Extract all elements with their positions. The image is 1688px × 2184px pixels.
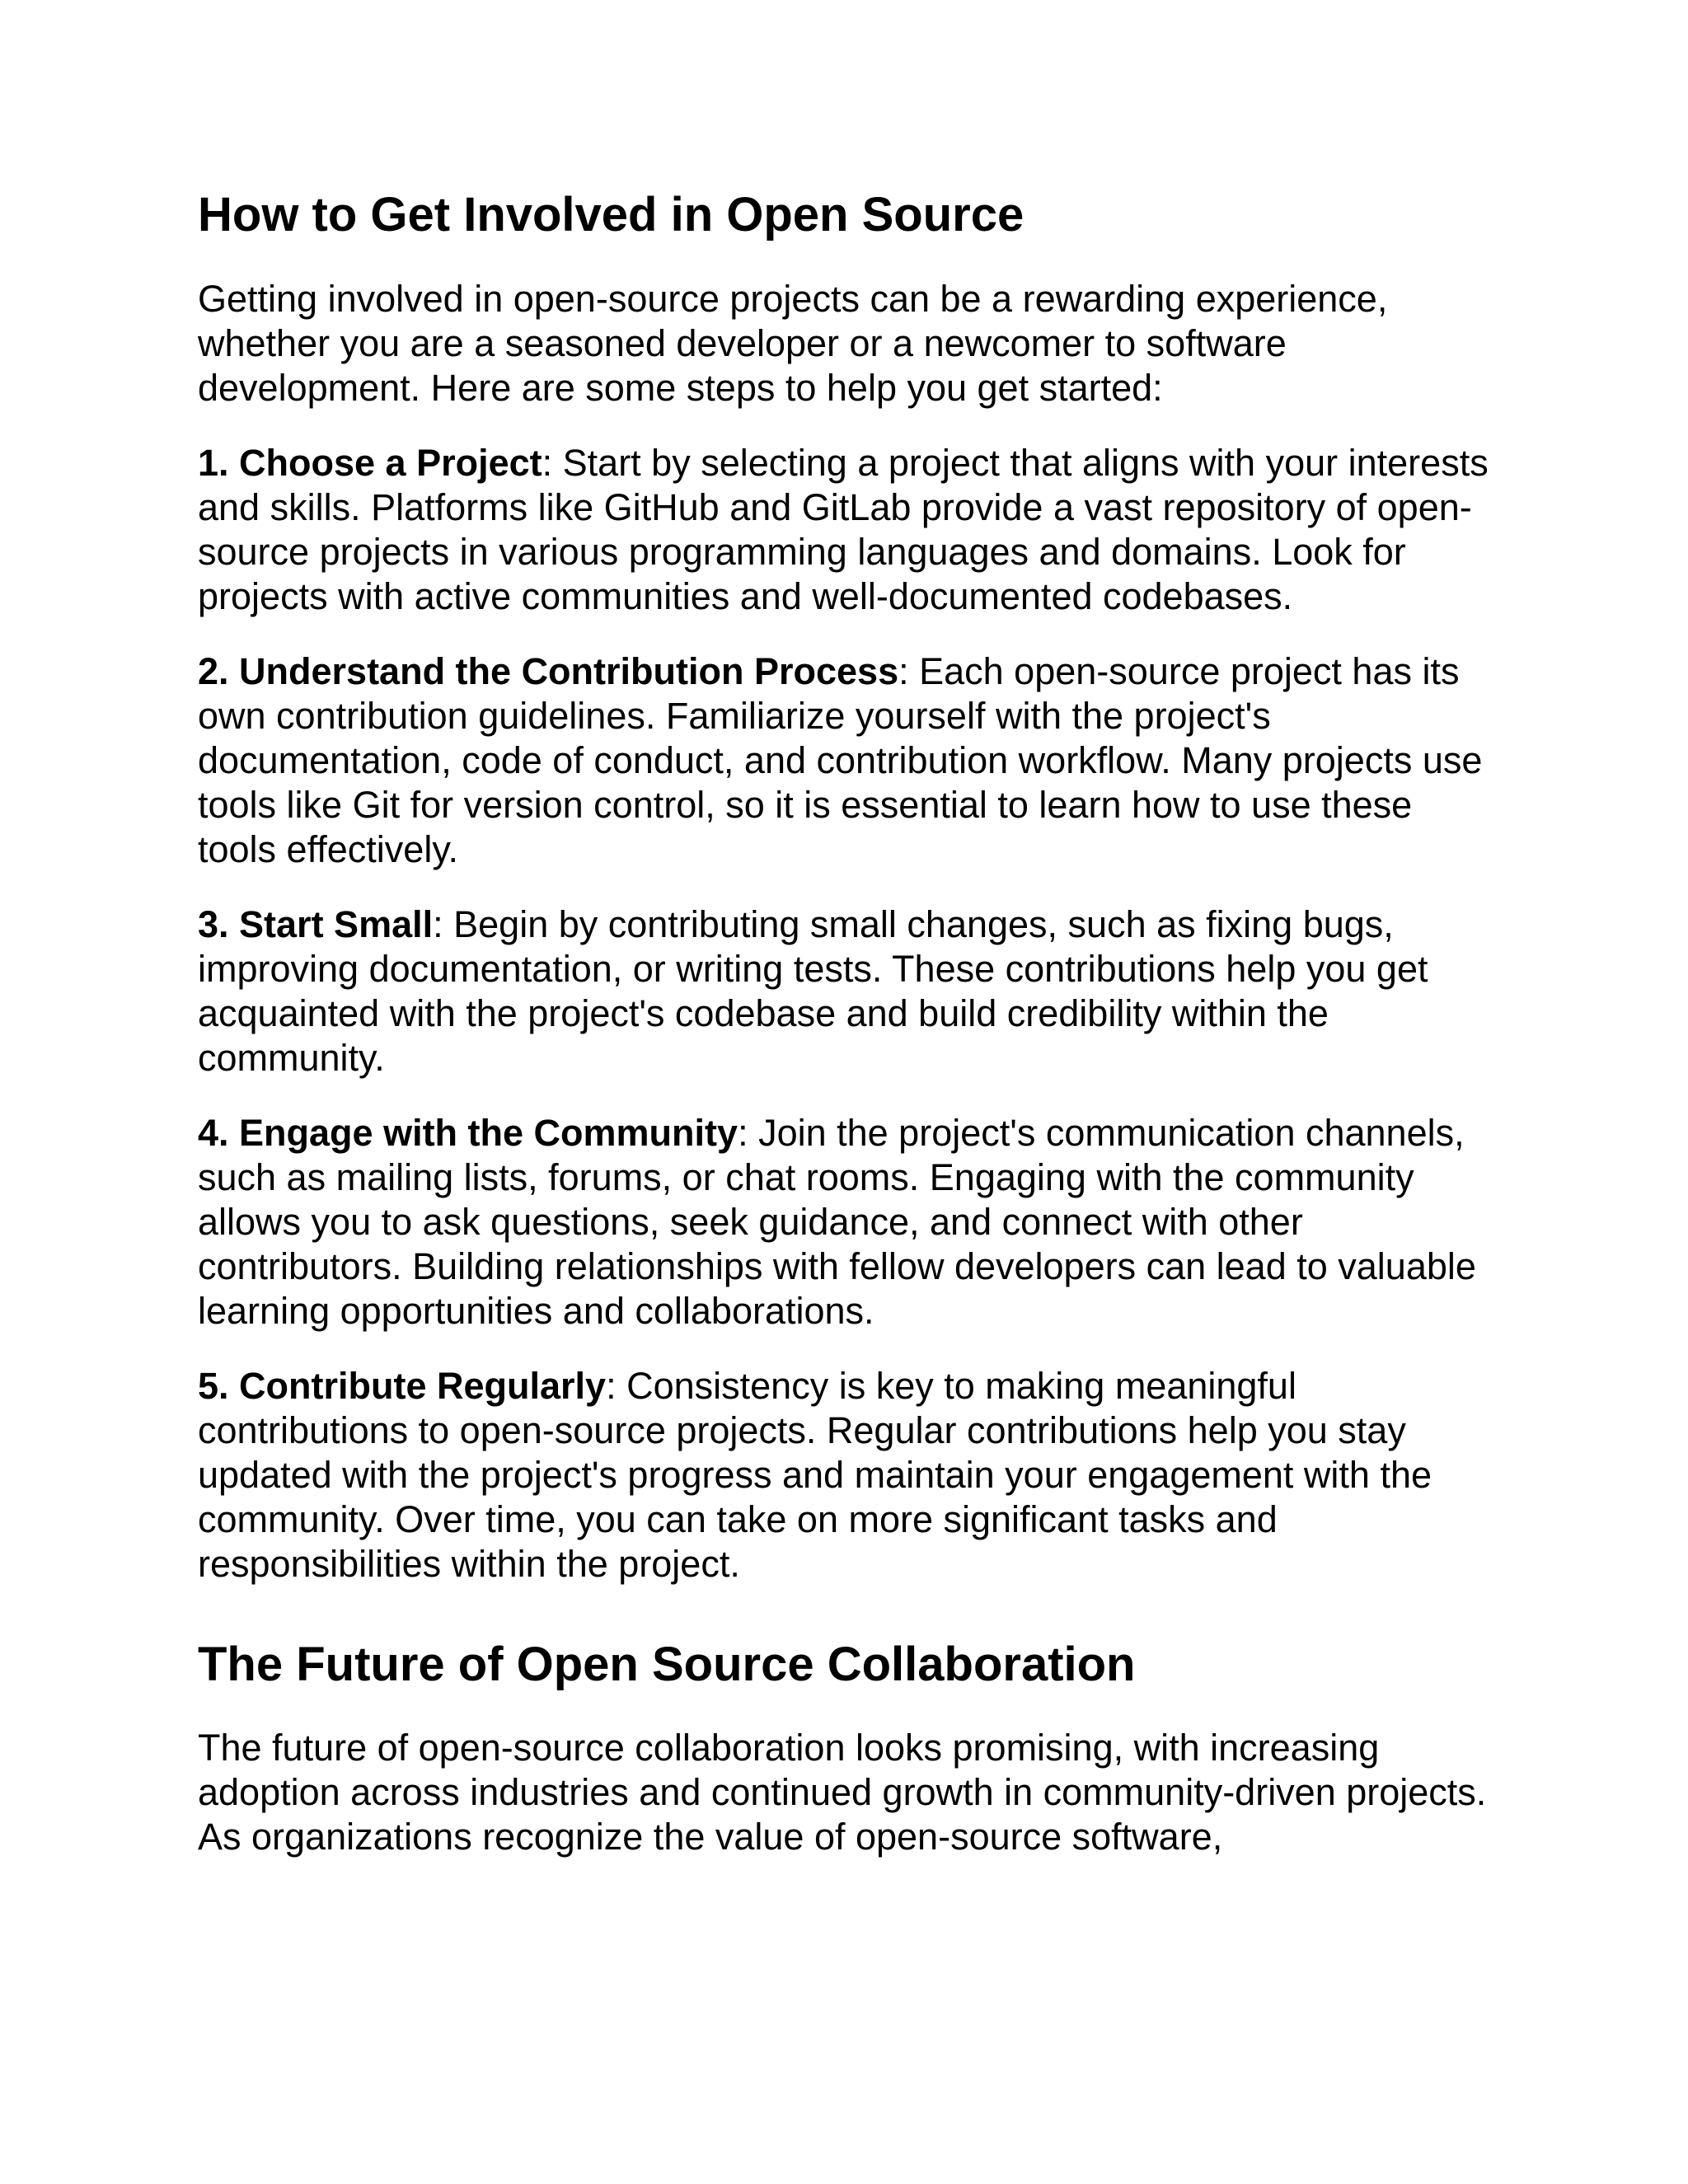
step-1-label: 1. Choose a Project <box>198 441 542 484</box>
step-4-text: : Join the project's communication channels, such as mailing lists, forums, or chat rooms. Engaging with the community allows you to ask questions, seek guidance, and connect with other contributors. Building relationships with fellow developers can lead to valuable learning opportunities and collaborations. <box>198 1111 1476 1332</box>
step-4-paragraph <box>198 1111 1500 1333</box>
step-3-text: : Begin by contributing small changes, such as fixing bugs, improving documentation, or writing tests. These contributions help you get acquainted with the project's codebase and build credibility within the community. <box>198 902 1428 1079</box>
step-3-paragraph <box>198 902 1500 1080</box>
step-5-label: 5. Contribute Regularly <box>198 1364 607 1407</box>
step-4-label: 4. Engage with the Community <box>198 1111 738 1154</box>
step-2-paragraph <box>198 649 1500 872</box>
step-2-label: 2. Understand the Contribution Process <box>198 649 899 692</box>
step-2-text: : Each open-source project has its own contribution guidelines. Familiarize yourself with the project's documentation, code of conduct, and contribution workflow. Many projects use tools like Git for version control, so it is essential to learn how to use these tools effectively. <box>198 649 1483 870</box>
page-title: How to Get Involved in Open Source <box>198 188 1025 241</box>
step-5-text: : Consistency is key to making meaningful contributions to open-source projects. Regular contributions help you stay updated with the project's progress and maintain your engagement with the community. Over time, you can take on more significant tasks and responsibilities within the project. <box>198 1364 1432 1585</box>
intro-paragraph: Getting involved in open-source projects can be a rewarding experience, whether you are a seasoned developer or a newcomer to software development. Here are some steps to help you get started: <box>198 277 1388 409</box>
step-5-paragraph <box>198 1364 1500 1586</box>
step-1-text: : Start by selecting a project that aligns with your interests and skills. Platforms like GitHub and GitLab provide a vast repository of open-source projects in various programming languages and domains. Look for projects with active communities and well-documented codebases. <box>198 441 1489 617</box>
step-1-paragraph <box>198 441 1500 619</box>
future-paragraph: The future of open-source collaboration looks promising, with increasing adoption across industries and continued growth in community-driven projects. As organizations recognize the value of open-source software, <box>198 1727 1487 1858</box>
step-3-label: 3. Start Small <box>198 902 434 945</box>
document-page <box>198 188 1500 1890</box>
section-heading-future: The Future of Open Source Collaboration <box>198 1637 1136 1691</box>
